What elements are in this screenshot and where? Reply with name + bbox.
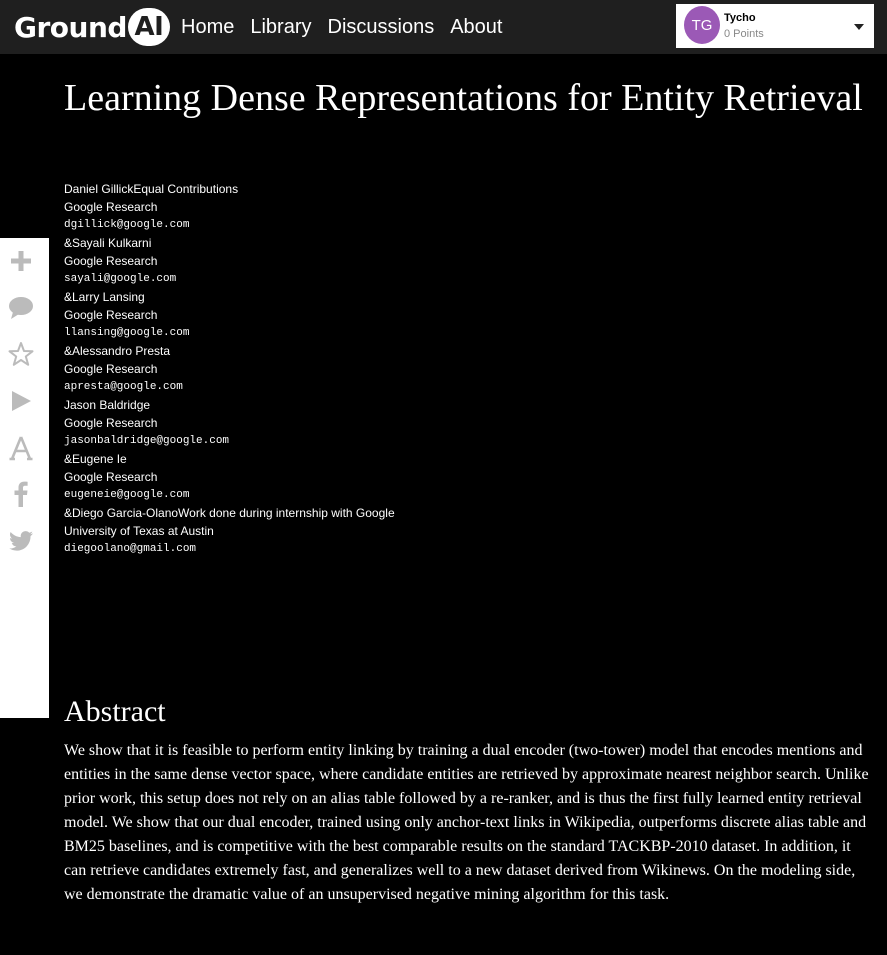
logo-badge: AI xyxy=(128,8,170,46)
nav-about-link[interactable]: About xyxy=(450,16,503,38)
user-name: Tycho xyxy=(724,12,756,24)
plus-icon[interactable] xyxy=(8,248,34,274)
user-points: 0 Points xyxy=(724,28,764,40)
share-sidebar xyxy=(0,238,49,718)
nav-discussions-link[interactable]: Discussions xyxy=(327,16,435,38)
author-email: apresta@google.com xyxy=(64,381,183,393)
author-line: &Alessandro Presta xyxy=(64,344,171,358)
comment-icon[interactable] xyxy=(8,295,34,321)
logo-text: Ground xyxy=(14,10,127,44)
author-email: dgillick@google.com xyxy=(64,219,190,231)
abstract-heading: Abstract xyxy=(64,695,166,728)
author-email: jasonbaldridge@google.com xyxy=(64,435,230,447)
play-icon[interactable] xyxy=(8,388,34,414)
author-email: eugeneie@google.com xyxy=(64,489,190,501)
author-line: &Diego Garcia-OlanoWork done during internship with Google xyxy=(64,506,395,520)
author-email: llansing@google.com xyxy=(64,327,190,339)
chevron-down-icon[interactable] xyxy=(854,24,864,30)
author-line: University of Texas at Austin xyxy=(64,524,214,538)
author-line: Google Research xyxy=(64,470,158,484)
user-menu[interactable] xyxy=(676,4,874,48)
author-line: Jason Baldridge xyxy=(64,398,151,412)
nav-home-link[interactable]: Home xyxy=(181,16,235,38)
twitter-icon[interactable] xyxy=(8,528,34,554)
facebook-icon[interactable] xyxy=(8,481,34,507)
paper-title: Learning Dense Representations for Entity Retrieval xyxy=(64,77,863,119)
author-line: Google Research xyxy=(64,308,158,322)
author-line: Google Research xyxy=(64,362,158,376)
nav-library-link[interactable]: Library xyxy=(250,16,312,38)
author-line: Google Research xyxy=(64,200,158,214)
author-line: &Eugene Ie xyxy=(64,452,127,466)
author-line: Daniel GillickEqual Contributions xyxy=(64,182,239,196)
star-icon[interactable] xyxy=(8,341,34,367)
author-line: &Sayali Kulkarni xyxy=(64,236,152,250)
avatar: TG xyxy=(684,6,720,44)
nav-links xyxy=(181,13,502,41)
author-line: Google Research xyxy=(64,416,158,430)
author-email: sayali@google.com xyxy=(64,273,177,285)
font-icon[interactable] xyxy=(8,435,34,461)
author-email: diegoolano@gmail.com xyxy=(64,543,197,555)
author-list xyxy=(64,180,864,558)
author-line: &Larry Lansing xyxy=(64,290,145,304)
abstract-text: We show that it is feasible to perform entity linking by training a dual encoder (two-tower) model that encodes mentions and entities in the same dense vector space, where candidate entities are retrieved by approximate nearest neighbor search. Unlike prior work, this setup does not rely on an alias table followed by a re-ranker, and is thus the first fully learned entity retrieval model. We show that our dual encoder, trained using only anchor-text links in Wikipedia, outperforms discrete alias table and BM25 baselines, and is competitive with the best comparable results on the standard TACKBP-2010 dataset. In addition, it can retrieve candidates extremely fast, and generalizes well to a new dataset derived from Wikinews. On the modeling side, we demonstrate the dramatic value of an unsupervised negative mining algorithm for this task. xyxy=(64,742,869,903)
author-line: Google Research xyxy=(64,254,158,268)
groundai-logo[interactable] xyxy=(14,6,170,48)
navbar xyxy=(0,0,887,54)
